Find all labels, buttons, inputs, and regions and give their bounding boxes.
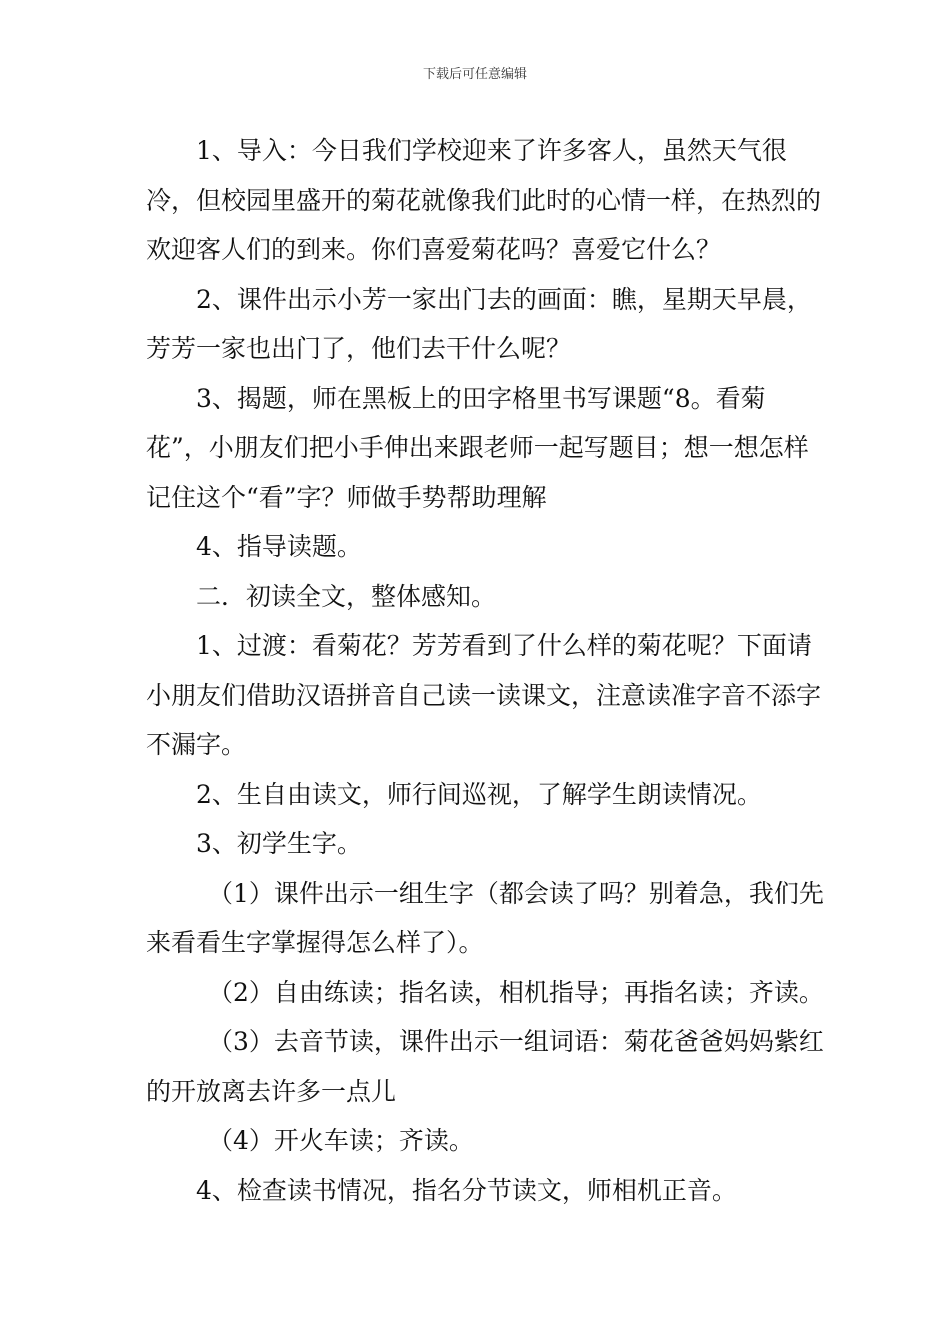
page-header: 下载后可任意编辑	[422, 67, 527, 82]
paragraph-sub-1: （1）课件出示一组生字（都会读了吗？别着急，我们先来看看生字掌握得怎么样了）。	[146, 878, 824, 957]
section-heading: 二．初读全文，整体感知。	[196, 581, 497, 611]
paragraph-check-reading: 4、检查读书情况，指名分节读文，师相机正音。	[196, 1175, 737, 1205]
paragraph-guide-reading: 4、指导读题。	[196, 532, 362, 561]
document-body	[146, 126, 826, 1215]
paragraph-sub-2: （2）自由练读；指名读，相机指导；再指名读；齐读。	[208, 977, 824, 1007]
paragraph-learn-characters: 3、初学生字。	[196, 829, 362, 858]
paragraph-title-reveal: 3、揭题，师在黑板上的田字格里书写课题“8。看菊花”，小朋友们把小手伸出来跟老师一起写题目；想一想怎样记住这个“看”字？师做手势帮助理解	[146, 383, 809, 512]
paragraph-sub-3: （3）去音节读，课件出示一组词语：菊花爸爸妈妈紫红的开放离去许多一点儿	[146, 1027, 824, 1106]
paragraph-free-reading: 2、生自由读文，师行间巡视，了解学生朗读情况。	[196, 779, 762, 809]
paragraph-sub-4: （4）开火车读；齐读。	[208, 1126, 474, 1155]
paragraph-transition: 1、过渡：看菊花？芳芳看到了什么样的菊花呢？下面请小朋友们借助汉语拼音自己读一读课文，注意读准字音不添字不漏字。	[146, 631, 822, 759]
paragraph-courseware: 2、课件出示小芳一家出门去的画面：瞧，星期天早晨，芳芳一家也出门了，他们去干什么呢？	[146, 284, 812, 363]
paragraph-intro: 1、导入：今日我们学校迎来了许多客人，虽然天气很冷，但校园里盛开的菊花就像我们此时的心情一样，在热烈的欢迎客人们的到来。你们喜爱菊花吗？喜爱它什么？	[146, 136, 822, 264]
